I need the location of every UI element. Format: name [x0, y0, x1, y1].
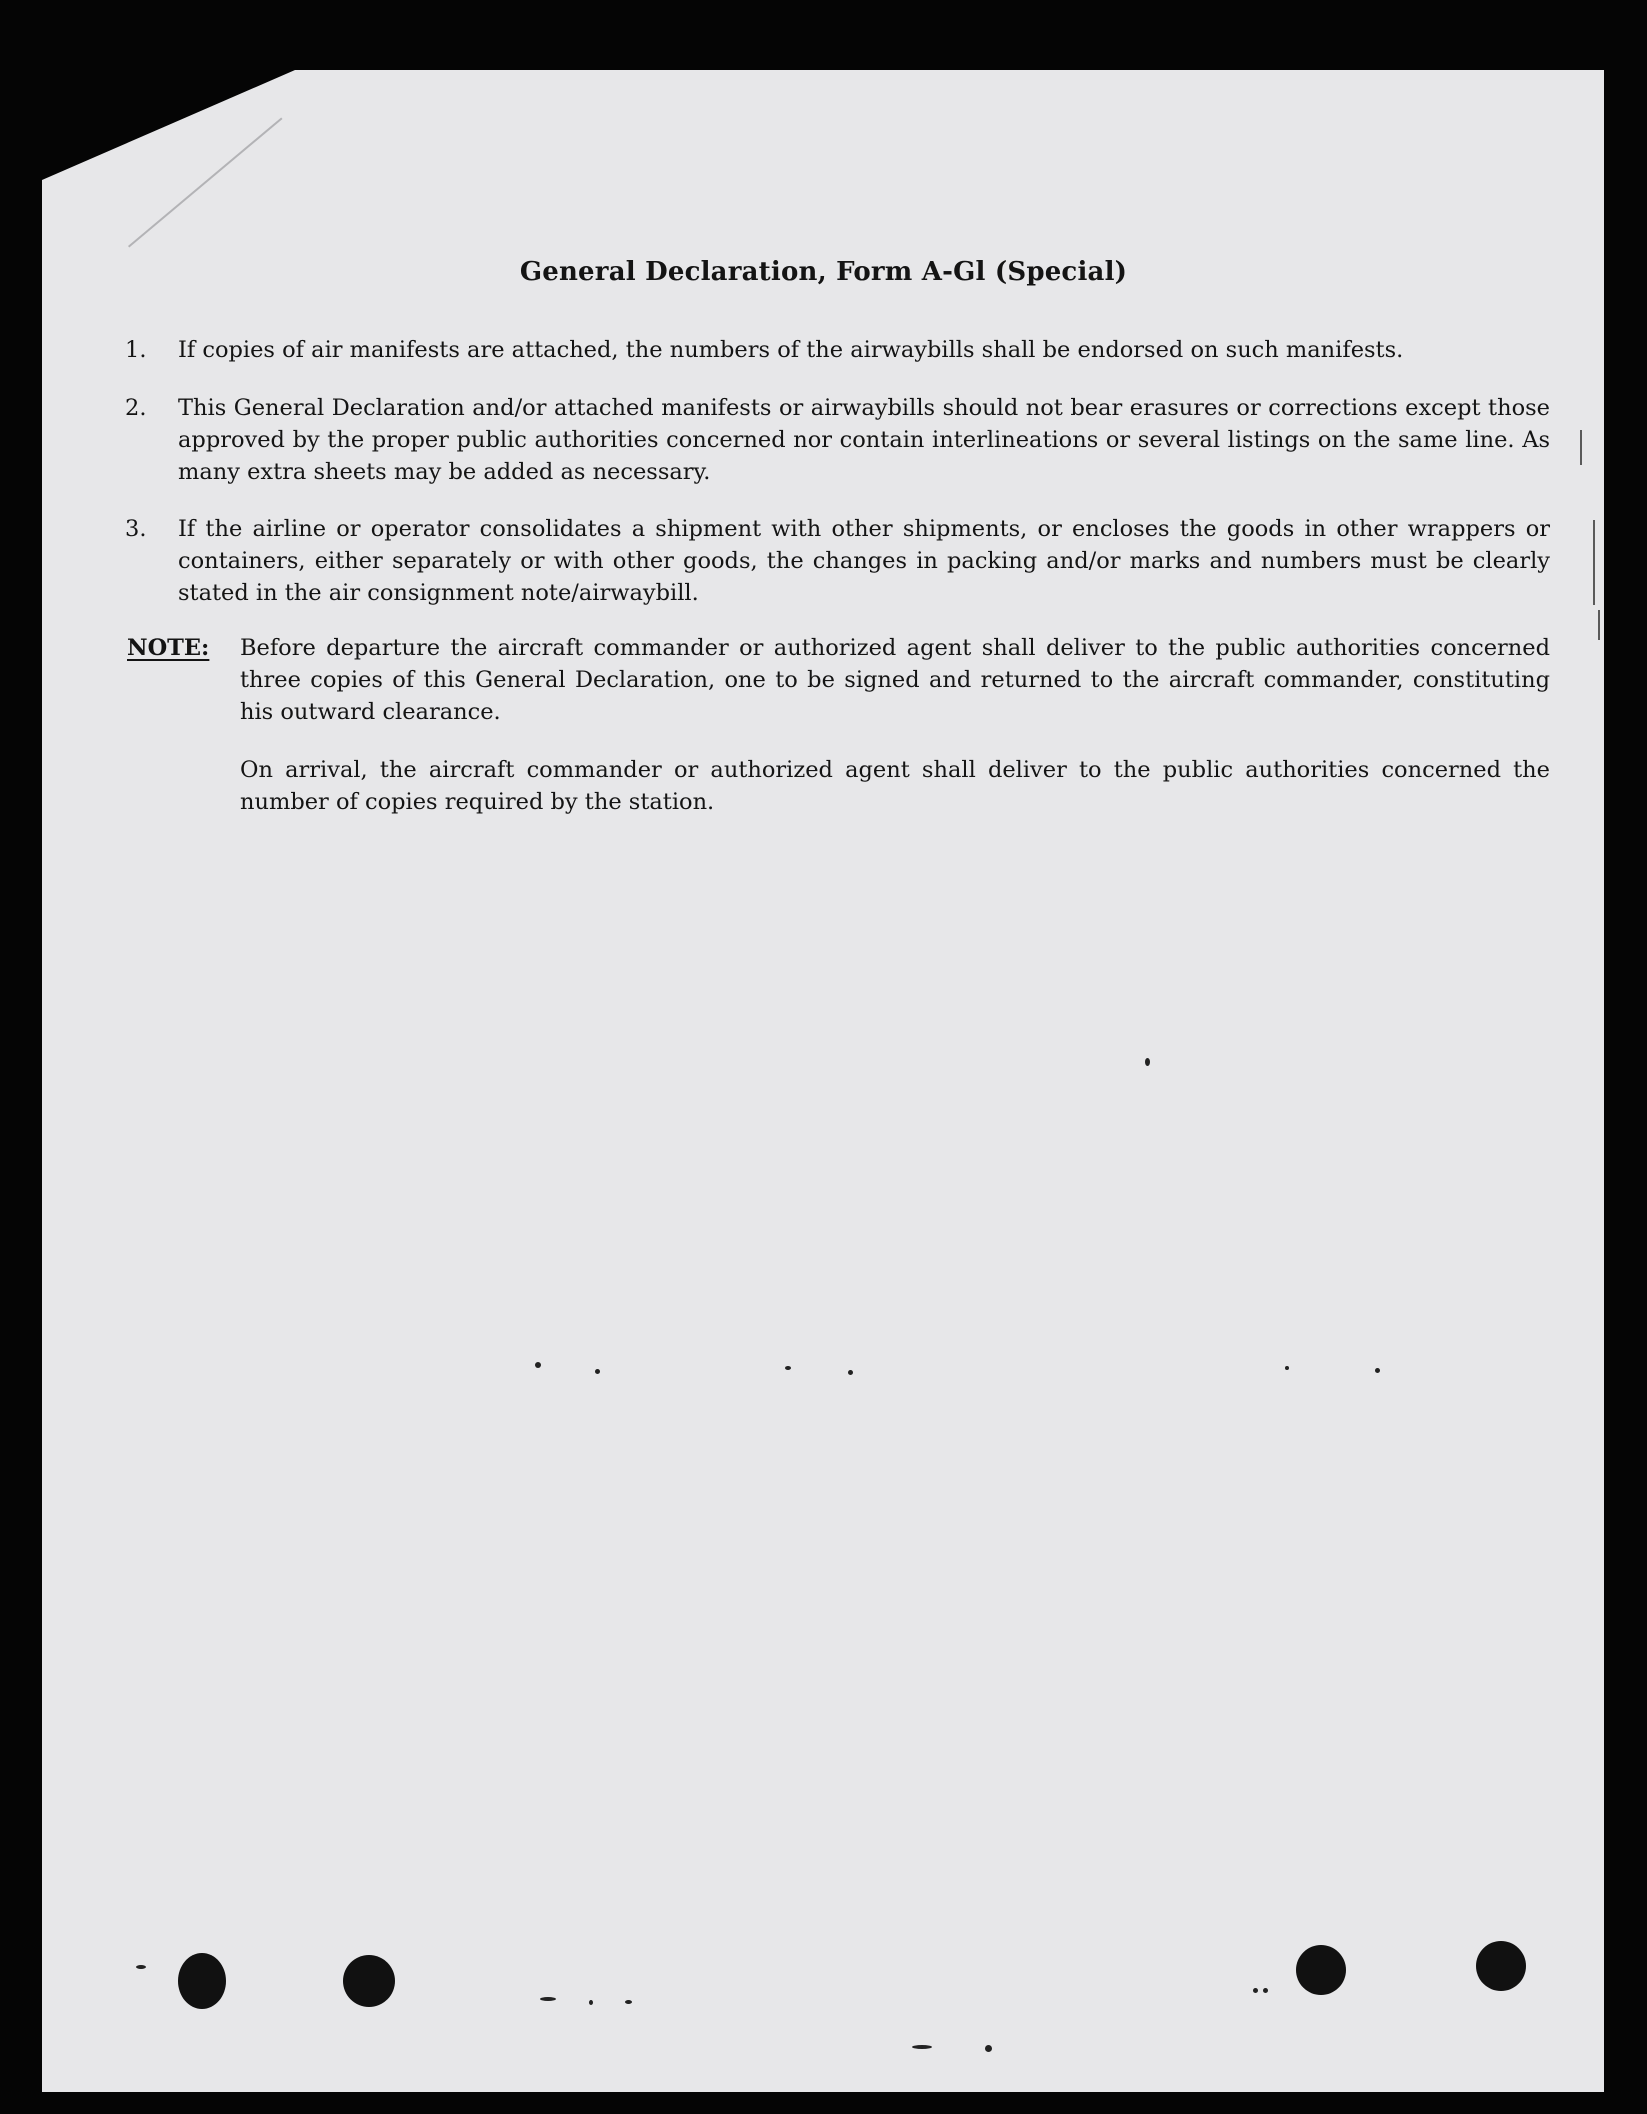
edge-mark [1598, 610, 1600, 640]
speck [136, 1965, 146, 1969]
list-item [125, 513, 1550, 609]
speck [785, 1366, 791, 1370]
punch-hole-blot [1476, 1941, 1526, 1991]
note-paragraph: On arrival, the aircraft commander or authorized agent shall deliver to the public authorities concerned the number of copies required by the station. [240, 757, 1550, 815]
note-paragraph: Before departure the aircraft commander or authorized agent shall deliver to the public authorities concerned three copies of this General Declaration, one to be signed and returned to the aircraft commander, constituting his outward clearance. [240, 635, 1550, 725]
speck [535, 1362, 541, 1368]
note-label: NOTE: [127, 635, 210, 661]
speck [1285, 1366, 1289, 1370]
speck [589, 2000, 593, 2005]
speck [1145, 1058, 1150, 1066]
item-number: 3. [125, 516, 147, 542]
item-text: This General Declaration and/or attached manifests or airwaybills should not bear erasures or corrections except those approved by the proper public authorities concerned nor contain interlineations or several listings on the same line. As many extra sheets may be added as necessary. [178, 395, 1550, 485]
item-text: If the airline or operator consolidates a shipment with other shipments, or encloses the goods in other wrappers or containers, either separately or with other goods, the changes in packing and/or marks and numbers must be clearly stated in the air consignment note/airwaybill. [178, 516, 1550, 606]
speck [1375, 1368, 1380, 1373]
punch-hole-blot [343, 1955, 395, 2007]
paper-sheet [42, 70, 1604, 2092]
speck [1253, 1988, 1258, 1993]
speck [1263, 1988, 1268, 1993]
list-item [125, 334, 1550, 366]
speck [985, 2045, 992, 2052]
speck [595, 1369, 600, 1374]
speck [625, 2000, 632, 2004]
list-item [125, 392, 1550, 488]
speck [912, 2045, 932, 2049]
item-number: 2. [125, 395, 147, 421]
item-number: 1. [125, 337, 147, 363]
edge-mark [1593, 520, 1595, 605]
item-text: If copies of air manifests are attached, the numbers of the airwaybills shall be endorsed on such manifests. [178, 337, 1404, 363]
document-title: General Declaration, Form A-Gl (Special) [519, 257, 1128, 287]
punch-hole-blot [178, 1953, 226, 2009]
speck [848, 1370, 853, 1375]
speck [540, 1997, 556, 2001]
punch-hole-blot [1296, 1945, 1346, 1995]
edge-mark [1580, 430, 1582, 465]
note-section [125, 632, 1550, 818]
